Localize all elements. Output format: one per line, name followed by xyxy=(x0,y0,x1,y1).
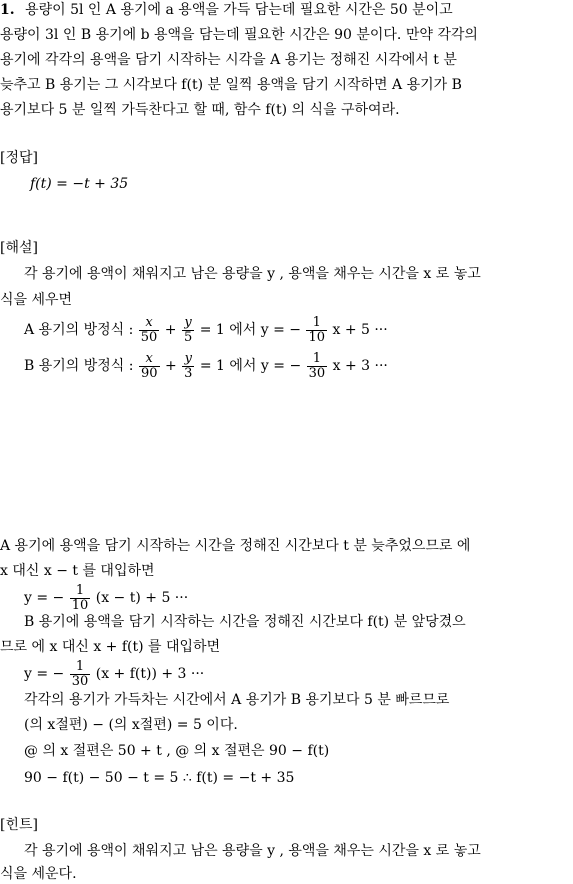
plus-sign: + xyxy=(164,358,177,374)
equation-b xyxy=(24,348,573,384)
equation-a-frac-1 xyxy=(139,316,160,345)
equation-4-suffix: (x + f(t)) + 3 ··· xyxy=(95,666,205,682)
problem-line-2: 용량이 3l 인 B 용기에 b 용액을 담는데 필요한 시간은 90 분이다. 만약 각각의 xyxy=(0,27,478,43)
frac-num: x xyxy=(139,316,160,331)
explanation-heading: [해설] xyxy=(0,240,38,256)
problem-line-4: 늦추고 B 용기는 그 시각보다 f(t) 분 일찍 용액을 담기 시작하면 A 용기가 B xyxy=(0,77,462,93)
equation-a-frac-2 xyxy=(182,316,194,345)
frac-den: 30 xyxy=(308,365,326,381)
frac-den: 30 xyxy=(71,673,89,689)
answer-formula-text: f(t) = −t + 35 xyxy=(30,176,129,192)
equation-a-frac-3 xyxy=(306,316,327,345)
explanation-part2-1: A 용기에 용액을 담기 시작하는 시간을 정해진 시간보다 t 분 늦추었으므로 에 xyxy=(0,538,471,554)
equation-a xyxy=(24,312,573,348)
answer-heading: [정답] xyxy=(0,150,38,166)
equation-a-prefix: A 용기의 방정식 : xyxy=(24,322,134,338)
equation-b-mid: = 1 에서 y = − xyxy=(199,358,302,374)
frac-den: 10 xyxy=(308,329,326,345)
explanation-part3-1: B 용기에 용액을 담기 시작하는 시간을 정해진 시간보다 f(t) 분 앞당겼으 xyxy=(24,614,466,630)
equation-3-frac xyxy=(70,584,91,613)
equation-3-suffix: (x − t) + 5 ··· xyxy=(95,590,189,606)
hint-line-1: 각 용기에 용액이 채워지고 남은 용량을 y , 용액을 채우는 시간을 x 로 놓고 xyxy=(24,843,481,859)
explanation-tail-1: 각각의 용기가 가득차는 시간에서 A 용기가 B 용기보다 5 분 빠르므로 xyxy=(24,692,450,708)
hint-line-2: 식을 세운다. xyxy=(0,866,77,882)
explanation-part3-2: 므로 에 x 대신 x + f(t) 를 대입하면 xyxy=(0,639,221,655)
frac-den: 90 xyxy=(140,365,158,381)
equation-b-frac-2 xyxy=(182,352,194,381)
hint-heading: [힌트] xyxy=(0,817,38,833)
frac-num: 1 xyxy=(70,660,91,675)
frac-num: x xyxy=(139,352,160,367)
answer-formula xyxy=(30,174,573,194)
equation-3 xyxy=(24,580,573,616)
equation-3-prefix: y = − xyxy=(24,590,65,606)
equation-a-mid: = 1 에서 y = − xyxy=(199,322,302,338)
equation-b-frac-3 xyxy=(307,352,328,381)
frac-num: y xyxy=(182,352,194,367)
explanation-tail-3: @ 의 x 절편은 50 + t , @ 의 x 절편은 90 − f(t) xyxy=(24,743,330,759)
problem-number: 1. xyxy=(0,2,15,18)
plus-sign: + xyxy=(164,322,177,338)
frac-den: 10 xyxy=(71,597,89,613)
frac-den: 5 xyxy=(183,329,193,345)
problem-line-5: 용기보다 5 분 일찍 가득찬다고 할 때, 함수 f(t) 의 식을 구하여라. xyxy=(0,102,400,118)
equation-4 xyxy=(24,656,573,692)
frac-den: 50 xyxy=(140,329,158,345)
problem-text-1: 용량이 5l 인 A 용기에 a 용액을 가득 담는데 필요한 시간은 50 분이고 xyxy=(25,2,453,18)
frac-num: 1 xyxy=(306,316,327,331)
explanation-intro-1: 각 용기에 용액이 채워지고 남은 용량을 y , 용액을 채우는 시간을 x 로 놓고 xyxy=(24,266,481,282)
frac-num: y xyxy=(182,316,194,331)
explanation-intro-2: 식을 세우면 xyxy=(0,292,73,308)
frac-num: 1 xyxy=(70,584,91,599)
equation-a-suffix: x + 5 ··· xyxy=(332,322,388,338)
equation-b-prefix: B 용기의 방정식 : xyxy=(24,358,134,374)
equation-b-frac-1 xyxy=(139,352,160,381)
explanation-tail-2: (의 x절편) − (의 x절편) = 5 이다. xyxy=(24,717,238,733)
explanation-part2-2: x 대신 x − t 를 대입하면 xyxy=(0,563,155,579)
frac-den: 3 xyxy=(184,365,193,381)
equation-4-prefix: y = − xyxy=(24,666,65,682)
problem-line-1 xyxy=(0,0,573,20)
equation-b-suffix: x + 3 ··· xyxy=(332,358,388,374)
frac-num: 1 xyxy=(307,352,328,367)
equation-4-frac xyxy=(70,660,91,689)
problem-line-3: 용기에 각각의 용액을 담기 시작하는 시각을 A 용기는 정해진 시각에서 t 분 xyxy=(0,52,457,68)
explanation-tail-4: 90 − f(t) − 50 − t = 5 ∴ f(t) = −t + 35 xyxy=(24,770,295,786)
